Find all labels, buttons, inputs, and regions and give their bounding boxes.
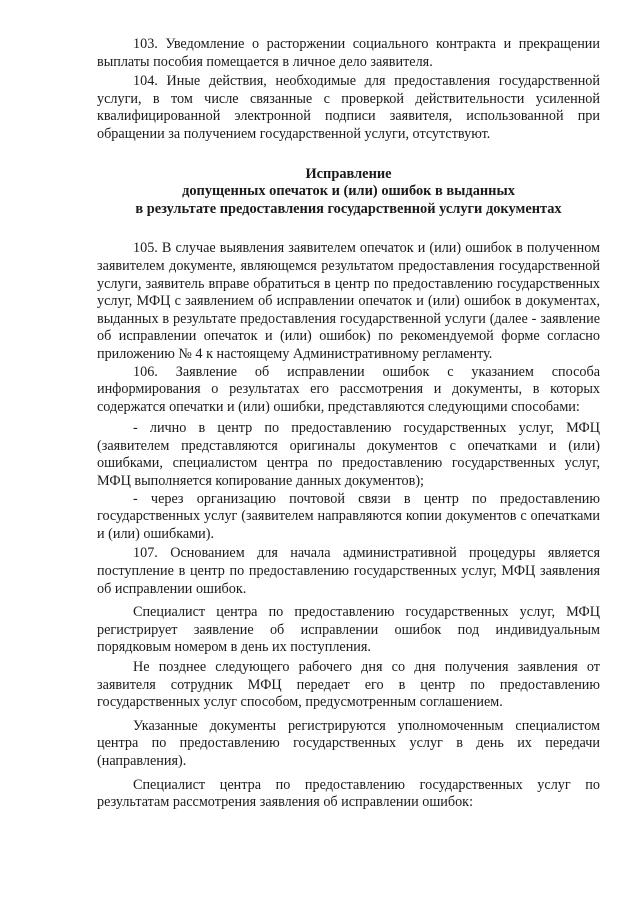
heading-line-2: допущенных опечаток и (или) ошибок в выданных <box>182 183 515 200</box>
paragraph-107: 107. Основанием для начала административной процедуры является поступление в центр по предоставлению государственных услуг, МФЦ заявления об исправлении ошибок. <box>97 545 600 597</box>
paragraph-transfer: Не позднее следующего рабочего дня со дня получения заявления от заявителя сотрудник МФЦ передает его в центр по предоставлению государственных услуг способом, предусмотренным соглашением. <box>97 659 600 711</box>
list-item-by-post: - через организацию почтовой связи в центр по предоставлению государственных услуг (заявителем направляются копии документов с опечатками и (или) ошибками). <box>97 490 600 542</box>
paragraph-105: 105. В случае выявления заявителем опечаток и (или) ошибок в полученном заявителем документе, являющемся результатом предоставления государственной услуги, заявитель вправе обратиться в центр по предоставлению государственных услуг, МФЦ с заявлением об исправлении опечаток и (или) ошибок в документах, выданных в результате предоставления государственной услуги (далее - заявление об исправлении опечаток и (или) ошибок) по рекомендуемой форме согласно приложению № 4 к настоящему Административному регламенту. <box>97 240 600 362</box>
heading-line-1: Исправление <box>305 165 392 182</box>
paragraph-103: 103. Уведомление о расторжении социального контракта и прекращении выплаты пособия помещается в личное дело заявителя. <box>97 36 600 70</box>
paragraph-106: 106. Заявление об исправлении ошибок с указанием способа информирования о результатах его рассмотрения и документы, в которых содержатся опечатки и (или) ошибки, представляются следующими способами: <box>97 363 600 415</box>
paragraph-registration: Специалист центра по предоставлению государственных услуг, МФЦ регистрирует заявление об исправлении ошибок под индивидуальным порядковым номером в день их поступления. <box>97 604 600 656</box>
paragraph-specialist-results: Специалист центра по предоставлению государственных услуг по результатам рассмотрения заявления об исправлении ошибок: <box>97 776 600 811</box>
paragraph-104: 104. Иные действия, необходимые для предоставления государственной услуги, в том числе связанные с проверкой действительности усиленной квалифицированной электронной подписи заявителя, использованной при обращении за получением государственной услуги, отсутствуют. <box>97 73 600 142</box>
list-item-in-person: - лично в центр по предоставлению государственных услуг, МФЦ (заявителем представляются оригиналы документов с опечатками и (или) ошибками, специалистом центра по предоставлению государственных услуг, МФЦ выполняется копирование данных документов); <box>97 420 600 490</box>
section-heading <box>97 166 600 219</box>
heading-line-3: в результате предоставления государственной услуги документах <box>135 200 562 217</box>
paragraph-documents-registered: Указанные документы регистрируются уполномоченным специалистом центра по предоставлению государственных услуг в день их передачи (направления). <box>97 717 600 769</box>
